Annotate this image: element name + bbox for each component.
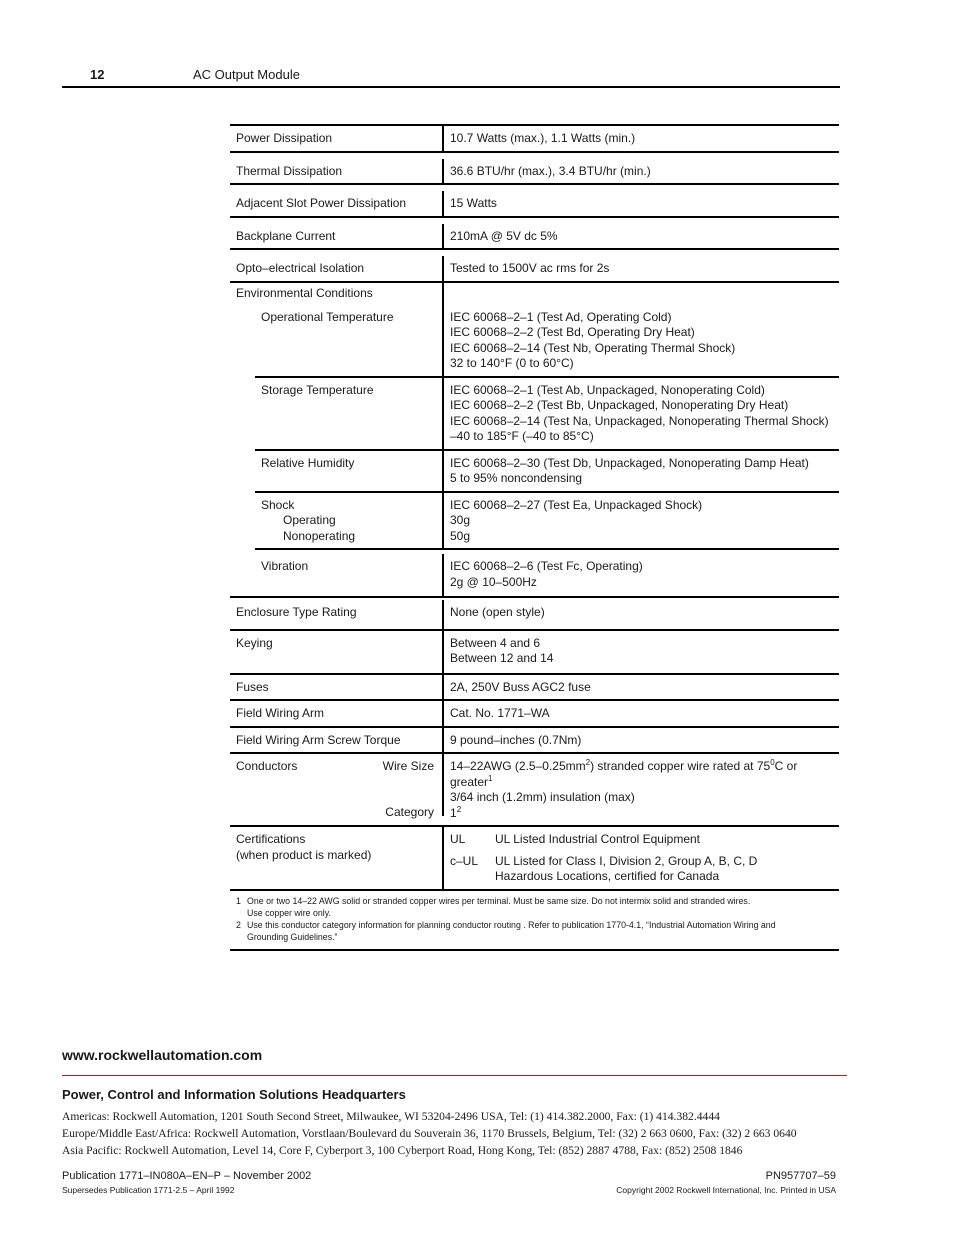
address-americas: Americas: Rockwell Automation, 1201 South Second Street, Milwaukee, WI 53204-2496 USA, Tel: (1) 414.382.2000, Fax: (1) 414.382.4444 <box>62 1110 720 1123</box>
spec-row-environmental <box>230 281 839 376</box>
wire-size-value <box>450 759 833 790</box>
page-number: 12 <box>90 67 105 82</box>
category-label: Category <box>385 805 434 819</box>
footnote-continuation: Grounding Guidelines.” <box>247 931 338 942</box>
value-line: 32 to 140°F (0 to 60°C) <box>450 356 574 370</box>
spec-row-adjacent-slot <box>230 183 839 216</box>
spec-label: Storage Temperature <box>255 378 444 449</box>
footer-divider <box>62 1075 847 1076</box>
value-line: IEC 60068–2–14 (Test Nb, Operating Thermal Shock) <box>450 340 736 355</box>
spec-value <box>444 554 839 596</box>
value-line: Between 12 and 14 <box>450 651 554 665</box>
cert-cul <box>450 854 833 885</box>
spec-table <box>230 124 839 951</box>
spec-row-backplane-current <box>230 216 839 249</box>
spec-row-screw-torque <box>230 726 839 753</box>
cert-value-line: UL Listed for Class I, Division 2, Group A, B, C, D <box>495 853 758 868</box>
operational-temp-label: Operational Temperature <box>261 310 394 324</box>
conductors-label: Conductors <box>236 759 298 773</box>
spec-label: Vibration <box>255 554 444 596</box>
spec-label <box>230 827 444 889</box>
cert-value-line: Hazardous Locations, certified for Canada <box>495 869 720 883</box>
value-line: IEC 60068–2–1 (Test Ab, Unpackaged, Nonoperating Cold) <box>450 382 765 397</box>
certifications-sublabel: (when product is marked) <box>236 847 372 862</box>
spec-value <box>444 493 839 549</box>
spec-row-humidity <box>255 449 839 491</box>
page-header <box>62 66 840 88</box>
footnote-ref: 2 <box>456 804 462 814</box>
value-line: 30g <box>450 513 471 527</box>
spec-label: Backplane Current <box>230 224 444 249</box>
spec-value <box>444 451 839 491</box>
cert-key: UL <box>450 832 466 846</box>
part-number: PN957707–59 <box>765 1170 836 1182</box>
footnote-continuation: Use copper wire only. <box>247 907 331 918</box>
spec-label: Relative Humidity <box>255 451 444 491</box>
page-title: AC Output Module <box>193 67 300 82</box>
spec-label: Field Wiring Arm <box>230 701 444 726</box>
value-line: 5 to 95% noncondensing <box>450 471 583 485</box>
cert-ul <box>450 832 833 848</box>
cert-value: UL Listed Industrial Control Equipment <box>495 832 700 846</box>
value-line: IEC 60068–2–27 (Test Ea, Unpackaged Shock) <box>450 497 703 512</box>
spec-label: Enclosure Type Rating <box>230 600 444 629</box>
spec-label <box>255 493 444 549</box>
hq-title: Power, Control and Information Solutions Headquarters <box>62 1087 406 1102</box>
value-line: 50g <box>450 528 471 543</box>
superscript: 0 <box>770 758 775 767</box>
address-asia-pacific: Asia Pacific: Rockwell Automation, Level 14, Core F, Cyberport 3, 100 Cyberport Road, Hong Kong, Tel: (852) 2887 4788, Fax: (852) 2508 1846 <box>62 1144 743 1157</box>
spec-value <box>444 283 839 376</box>
value-line: –40 to 185°F (–40 to 85°C) <box>450 429 594 443</box>
spec-value: 210mA @ 5V dc 5% <box>450 228 558 243</box>
spec-label: Field Wiring Arm Screw Torque <box>230 728 444 753</box>
spec-row-wiring-arm <box>230 699 839 726</box>
footnote <box>236 895 833 907</box>
wire-size-label: Wire Size <box>382 759 434 773</box>
publication-number: Publication 1771–IN080A–EN–P – November 2002 <box>62 1170 312 1182</box>
spec-value <box>444 754 839 825</box>
spec-value: Tested to 1500V ac rms for 2s <box>450 261 610 275</box>
spec-value: Cat. No. 1771–WA <box>450 706 550 720</box>
value-line: IEC 60068–2–2 (Test Bd, Operating Dry Heat) <box>450 325 695 339</box>
cert-value <box>495 854 757 885</box>
spec-row-thermal-dissipation <box>230 151 839 184</box>
spec-value: 2A, 250V Buss AGC2 fuse <box>450 679 591 694</box>
website-link[interactable]: www.rockwellautomation.com <box>62 1047 263 1063</box>
spec-row-fuses <box>230 673 839 700</box>
environmental-label: Environmental Conditions <box>236 285 373 300</box>
spec-value <box>444 631 839 673</box>
wire-text: ) stranded copper wire rated at 75 <box>590 759 771 773</box>
insulation-value: 3/64 inch (1.2mm) insulation (max) <box>450 790 635 804</box>
wire-text: C or greater <box>450 759 798 789</box>
spec-row-conductors <box>230 752 839 825</box>
spec-label <box>230 754 444 819</box>
spec-row-enclosure <box>230 596 839 629</box>
copyright: Copyright 2002 Rockwell International, Inc. Printed in USA <box>616 1185 836 1195</box>
spec-value: 15 Watts <box>450 196 497 210</box>
wire-text: 14–22AWG (2.5–0.25mm <box>450 759 586 773</box>
spec-value <box>444 827 839 889</box>
spec-label: Fuses <box>230 675 444 700</box>
spec-row-storage-temp <box>255 376 839 449</box>
certifications-label: Certifications <box>236 832 306 846</box>
spec-row-shock <box>255 491 839 549</box>
superscript: 2 <box>585 758 591 767</box>
value-line: Between 4 and 6 <box>450 635 541 650</box>
spec-label <box>230 283 444 376</box>
shock-nonoperating-label: Nonoperating <box>283 528 356 543</box>
value-line: IEC 60068–2–30 (Test Db, Unpackaged, Nonoperating Damp Heat) <box>450 455 809 470</box>
footnote <box>236 919 833 931</box>
spec-value: None (open style) <box>450 605 545 619</box>
value-line: 2g @ 10–500Hz <box>450 574 537 589</box>
footnote-number: 1 <box>236 895 241 906</box>
spec-row-power-dissipation <box>230 124 839 151</box>
spec-row-isolation <box>230 248 839 281</box>
spec-row-keying <box>230 629 839 673</box>
category-value <box>450 806 833 822</box>
address-emea: Europe/Middle East/Africa: Rockwell Automation, Vorstlaan/Boulevard du Souverain 36, 1170 Brussels, Belgium, Tel: (32) 2 663 0600, Fax: (32) 2 663 0640 <box>62 1127 797 1140</box>
value-line: IEC 60068–2–2 (Test Bb, Unpackaged, Nonoperating Dry Heat) <box>450 398 789 412</box>
category-text: 1 <box>450 805 457 820</box>
spec-label: Opto–electrical Isolation <box>230 256 444 281</box>
spec-value: 36.6 BTU/hr (max.), 3.4 BTU/hr (min.) <box>450 163 651 178</box>
spec-value: 9 pound–inches (0.7Nm) <box>450 732 582 747</box>
footnote-text: One or two 14–22 AWG solid or stranded copper wires per terminal. Must be same size. Do not intermix solid and stranded wires. <box>247 895 751 906</box>
footnote-text: Use this conductor category information for planning conductor routing . Refer to publication 1770-4.1, “Industrial Automation Wiring and <box>247 919 776 930</box>
value-line: IEC 60068–2–1 (Test Ad, Operating Cold) <box>450 309 672 324</box>
shock-operating-label: Operating <box>283 513 336 527</box>
spec-value <box>444 378 839 449</box>
spec-label: Thermal Dissipation <box>230 159 444 184</box>
spec-row-vibration <box>255 548 839 596</box>
value-line: IEC 60068–2–14 (Test Na, Unpackaged, Nonoperating Thermal Shock) <box>450 413 829 428</box>
footnote-number: 2 <box>236 919 241 930</box>
value-line: IEC 60068–2–6 (Test Fc, Operating) <box>450 559 643 573</box>
spec-value: 10.7 Watts (max.), 1.1 Watts (min.) <box>450 131 636 145</box>
cert-key: c–UL <box>450 853 479 868</box>
spec-row-certifications <box>230 825 839 889</box>
spec-label: Power Dissipation <box>230 126 444 151</box>
footnote-ref: 1 <box>488 773 493 783</box>
spec-label: Adjacent Slot Power Dissipation <box>230 191 444 216</box>
hq-addresses <box>62 1108 797 1159</box>
footnotes <box>230 889 839 951</box>
shock-label: Shock <box>261 497 295 512</box>
supersedes-note: Supersedes Publication 1771-2.5 – April 1992 <box>62 1185 235 1195</box>
spec-label: Keying <box>230 631 444 673</box>
